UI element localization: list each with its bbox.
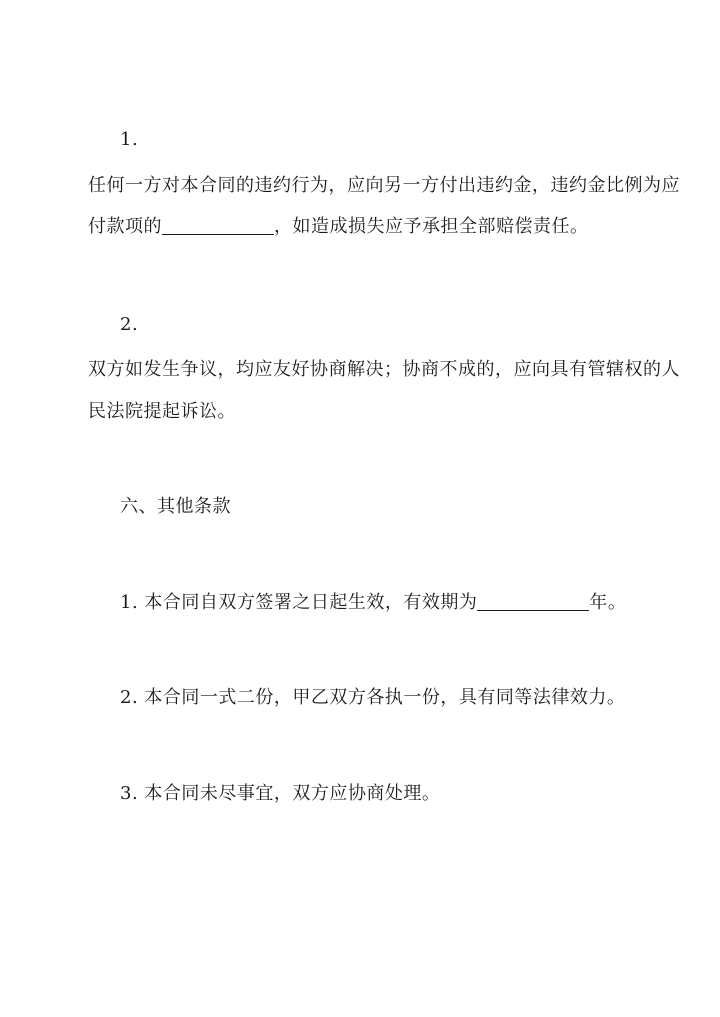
penalty-ratio-blank [162, 216, 274, 235]
section-six-item-3: 3. 本合同未尽事宜，双方应协商处理。 [120, 783, 441, 804]
clause-b-line-1: 双方如发生争议，均应友好协商解决；协商不成的，应向具有管辖权的人 [88, 359, 680, 380]
clause-b-line-2: 民法院提起诉讼。 [88, 401, 236, 422]
section-six-item-1 [120, 591, 626, 615]
clause-b-number: 2. [120, 314, 139, 335]
clause-a-number: 1. [120, 129, 139, 150]
clause-a-line-1: 任何一方对本合同的违约行为，应向另一方付出违约金，违约金比例为应 [88, 175, 680, 196]
item-1-prefix: 1. 本合同自双方签署之日起生效，有效期为 [120, 592, 478, 613]
section-six-item-2: 2. 本合同一式二份，甲乙双方各执一份，具有同等法律效力。 [120, 687, 626, 708]
clause-a-line-2-prefix: 付款项的 [88, 216, 162, 237]
section-six-heading: 六、其他条款 [120, 496, 231, 517]
clause-a-line-2 [88, 215, 589, 239]
item-1-suffix: 年。 [589, 592, 627, 613]
clause-a-line-2-suffix: ，如造成损失应予承担全部赔偿责任。 [274, 216, 589, 237]
validity-period-blank [477, 592, 589, 611]
